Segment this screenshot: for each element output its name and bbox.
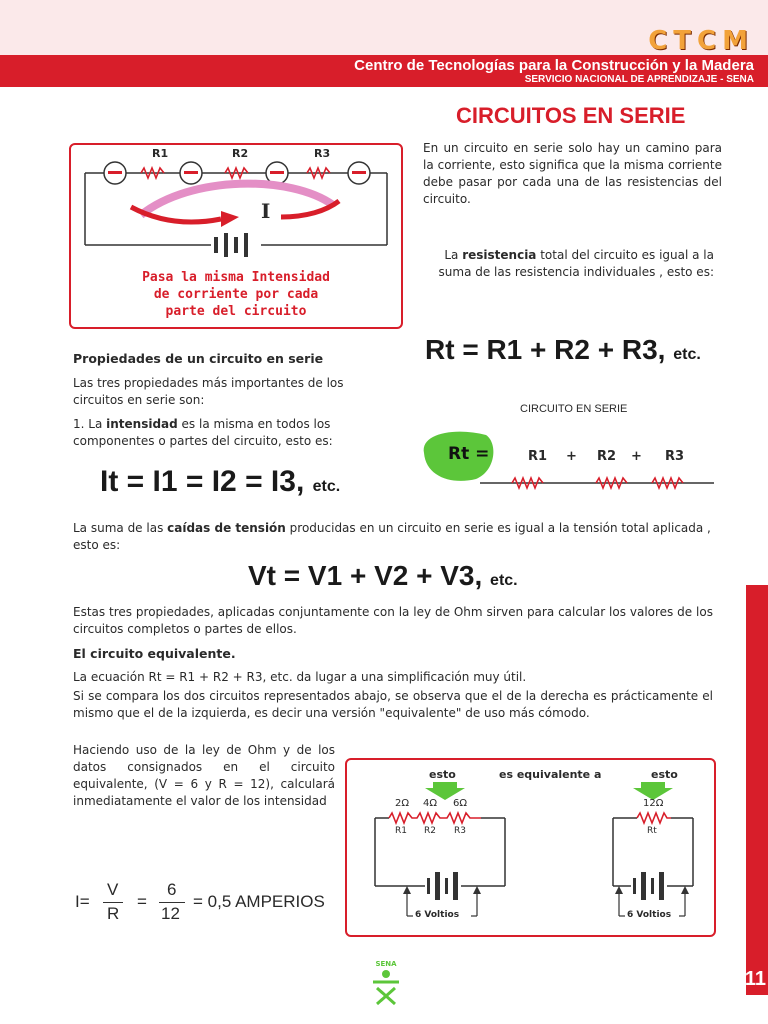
equivalent-label: es equivalente a (499, 768, 602, 781)
calc-den-12: 12 (161, 904, 180, 923)
page-title: CIRCUITOS EN SERIE (456, 103, 686, 128)
circuit-series-title: CIRCUITO EN SERIE (520, 403, 628, 415)
r3-label: R3 (314, 147, 331, 160)
equivalent-circuit-figure (345, 758, 716, 937)
resistance-paragraph (426, 247, 714, 281)
ohm-paragraph: Estas tres propiedades, aplicadas conjuntamente con la ley de Ohm sirven para calcular los valores de los circuitos completos o partes de ellos. (73, 605, 713, 636)
calc-num-v: V (107, 880, 119, 899)
properties-intro: Las tres propiedades más importantes de los circuitos en serie son: (73, 376, 344, 407)
properties-item-1 (73, 416, 373, 450)
side-tab (746, 585, 768, 995)
equivalent-line-1: La ecuación Rt = R1 + R2 + R3, etc. da lugar a una simplificación muy útil. (73, 670, 527, 684)
caption-line: Pasa la misma Intensidad (142, 270, 330, 285)
sena-logo-text: SENA (375, 960, 397, 968)
text-span: producidas en un circuito en serie es igual a la tensión total aplicada , esto es: (73, 521, 711, 552)
formula-resistance (425, 334, 701, 366)
calc-den-r: R (107, 904, 120, 923)
r2-value: 4Ω (423, 798, 438, 809)
formula-main: Rt = R1 + R2 + R3, (425, 334, 666, 365)
r2-label: R2 (232, 147, 249, 160)
series-circuit-figure (69, 143, 403, 329)
rt-value: 12Ω (643, 798, 664, 809)
right-voltage-label: 6 Voltios (627, 910, 672, 920)
right-esto-label: esto (651, 768, 678, 781)
series-circuit-drawing (71, 145, 401, 265)
formula-main: It = I1 = I2 = I3, (100, 465, 305, 498)
r1-value: 2Ω (395, 798, 410, 809)
text-span: es la misma en todos los componentes o partes del circuito, esto es: (73, 417, 333, 448)
calc-lhs: I= (75, 892, 90, 911)
equivalent-heading: El circuito equivalente. (73, 646, 236, 661)
fraction-bar (159, 902, 185, 903)
header-title: Centro de Tecnologías para la Construcción y la Madera (354, 57, 754, 74)
intro-paragraph: En un circuito en serie solo hay un camino para la corriente, esto significa que la misma corriente debe pasar por cada una de las resistencias del circuito. (423, 141, 722, 206)
calc-paragraph: Haciendo uso de la ley de Ohm y de los datos consignados en el circuito equivalente, (V = 6 y R = 12), calculará inmediatamente el valor de los intensidad (73, 743, 335, 808)
r3-value: 6Ω (453, 798, 468, 809)
sena-logo-mark (369, 968, 403, 1008)
r2-name: R2 (424, 826, 436, 836)
text-span: La suma de las (73, 521, 168, 535)
calc-eq: = (137, 892, 147, 911)
equivalent-circuit-drawing (347, 760, 714, 935)
diagram-r3: R3 (665, 449, 685, 464)
formula-tail: etc. (673, 346, 701, 363)
formula-voltage (248, 560, 518, 592)
text-span-bold: caídas de tensión (167, 521, 286, 535)
text-span-bold: resistencia (462, 248, 537, 262)
caption-line: de corriente por cada (153, 287, 319, 302)
caption-line: parte del circuito (165, 304, 307, 319)
ctcm-logo: CTCM (648, 26, 754, 56)
fraction-bar (103, 902, 123, 903)
r1-label: R1 (152, 147, 169, 160)
figure-caption (71, 269, 401, 320)
diagram-plus: + (566, 449, 577, 464)
properties-heading: Propiedades de un circuito en serie (73, 351, 324, 366)
voltage-paragraph (73, 520, 713, 554)
calc-num-6: 6 (167, 880, 177, 899)
left-esto-label: esto (429, 768, 456, 781)
text-span: total del circuito es igual a la suma de las resistencia individuales , esto es: (438, 248, 714, 279)
diagram-r1: R1 (528, 449, 548, 464)
formula-main: Vt = V1 + V2 + V3, (248, 560, 483, 591)
equivalent-line-2: Si se compara los dos circuitos representados abajo, se observa que el de la derecha es prácticamente el mismo que el de la izquierda, es decir una versión "equivalente" de uso más cómodo. (73, 689, 713, 720)
formula-intensity (100, 465, 340, 499)
diagram-r2: R2 (597, 449, 617, 464)
header-subtitle: SERVICIO NACIONAL DE APRENDIZAJE - SENA (524, 74, 754, 85)
rt-name: Rt (647, 826, 657, 836)
r1-name: R1 (395, 826, 407, 836)
sena-logo (369, 960, 403, 1012)
text-span-bold: intensidad (106, 417, 178, 431)
page-number: 11 (744, 968, 766, 990)
formula-tail: etc. (490, 572, 518, 589)
diagram-plus: + (631, 449, 642, 464)
left-voltage-label: 6 Voltios (415, 910, 460, 920)
r3-name: R3 (454, 826, 466, 836)
formula-tail: etc. (312, 478, 341, 495)
current-label: I (261, 199, 271, 223)
rt-label: Rt = (448, 444, 490, 464)
calc-result: = 0,5 AMPERIOS (193, 892, 325, 911)
text-span: 1. La (73, 417, 107, 431)
text-span: La (444, 248, 463, 262)
